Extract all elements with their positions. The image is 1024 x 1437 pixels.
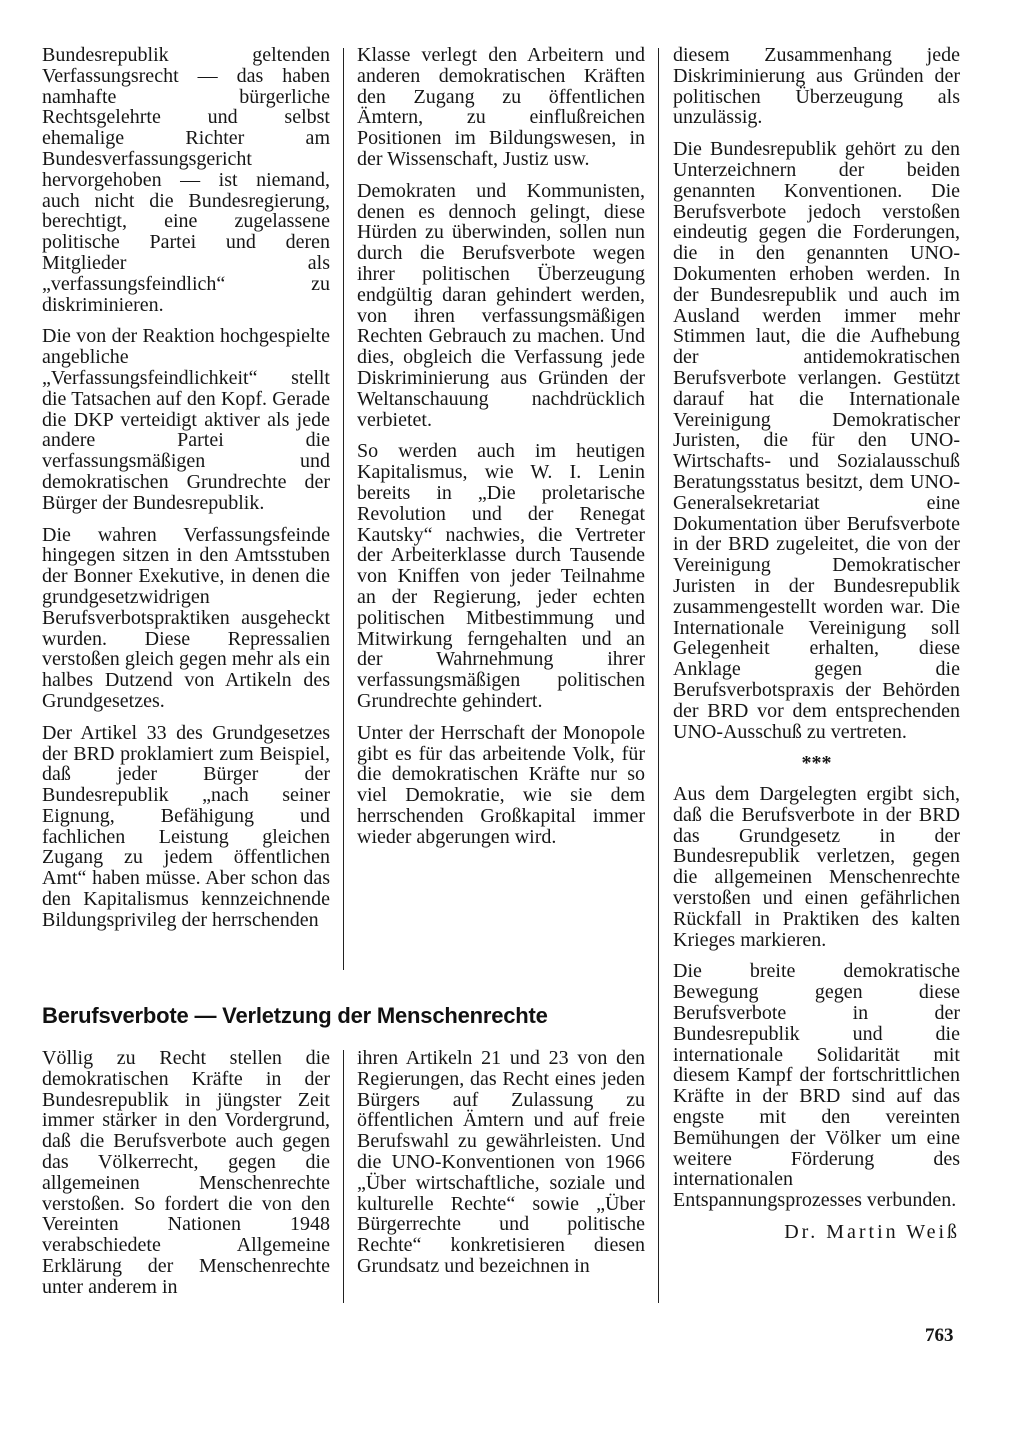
paragraph: Die wahren Verfassungsfeinde hingegen sitzen in den Amtsstuben der Bonner Exekutive, in denen die grundgesetzwidrigen Berufsverbotspraktiken ausgeheckt wurden. Diese Repressalien verstoßen gleich gegen mehr als ein halbes Dutzend von Artikeln des Grundgesetzes. [42, 523, 330, 712]
paragraph: Die breite demokratische Bewegung gegen diese Berufsverbote in der Bundesrepublik und die internationale Solidarität mit diesem Kampf der fortschrittlichen Kräfte in der BRD sind auf das engste mit den vereinten Bemühungen der Völker um eine weitere Förderung des internationalen Entspannungsprozesses verbunden. [673, 960, 960, 1212]
paragraph: Völlig zu Recht stellen die demokratischen Kräfte in der Bundesrepublik in jüngster Zeit immer stärker in den Vordergrund, daß die Berufsverbote auch gegen das Völkerrecht, gegen die allgemeinen Menschenrechte verstoßen. So fordert die von den Vereinten Nationen 1948 verabschiedete Allgemeine Erklärung der Menschenrechte unter anderem in [42, 1047, 330, 1298]
paragraph: So werden auch im heutigen Kapitalismus, wie W. I. Lenin bereits in „Die proletarische Revolution und der Renegat Kautsky“ nachwies, die Vertreter der Arbeiterklasse durch Tausende von Kniffen von jeder Teilnahme an der Regierung, jeder echten politischen Mitbestimmung und Mitwirkung ferngehalten und an der Wahrnehmung ihrer verfassungsmäßigen politischen Grundrechte gehindert. [357, 440, 645, 712]
column-divider [343, 48, 344, 970]
column-3 [673, 45, 960, 1243]
paragraph: Aus dem Dargelegten ergibt sich, daß die Berufsverbote in der BRD das Grundgesetz in der Bundesrepublik verletzen, gegen die allgemeinen Menschenrechte verstoßen und einen gefährlichen Rückfall in Praktiken des kalten Krieges markieren. [673, 783, 960, 951]
section-separator: *** [801, 752, 832, 775]
column-2-top [357, 45, 645, 858]
column-1-bottom [42, 1048, 330, 1309]
page-number: 763 [925, 1325, 954, 1346]
paragraph: Bundesrepublik geltenden Verfassungsrecht — das haben namhafte bürgerliche Rechtsgelehrte und selbst ehemalige Richter am Bundesverfassungsgericht hervorgehoben — ist niemand, auch nicht die Bundesregierung, berechtigt, eine zugelassene politische Partei und deren Mitglieder als „verfassungsfeindlich“ zu diskriminieren. [42, 44, 330, 316]
column-divider [343, 1050, 344, 1303]
column-divider [658, 48, 659, 1303]
author-signature: Dr. Martin Weiß [784, 1221, 960, 1244]
paragraph: Die von der Reaktion hochgespielte angebliche „Verfassungsfeindlichkeit“ stellt die Tatsachen auf den Kopf. Gerade die DKP verteidigt aktiver als jede andere Partei die verfassungsmäßigen und demokratischen Grundrechte der Bürger der Bundesrepublik. [42, 325, 330, 514]
section-heading: Berufsverbote — Verletzung der Menschenrechte [42, 1003, 548, 1028]
paragraph: Unter der Herrschaft der Monopole gibt es für das arbeitende Volk, für die demokratischen Kräfte nur so viel Demokratie, wie sie dem herrschenden Großkapital immer wieder abgerungen wird. [357, 721, 645, 848]
column-2-bottom [357, 1048, 645, 1288]
paragraph: Die Bundesrepublik gehört zu den Unterzeichnern der beiden genannten Konventionen. Die Berufsverbote jedoch verstoßen eindeutig gegen die Forderungen, die in den genannten UNO-Dokumenten erhoben werden. In der Bundesrepublik und auch im Ausland werden immer mehr Stimmen laut, die die Aufhebung der antidemokratischen Berufsverbote verlangen. Gestützt darauf hat die Internationale Vereinigung Demokratischer Juristen, die für den UNO-Wirtschafts- und Sozialausschuß Beratungsstatus besitzt, dem UNO-Generalsekretariat eine Dokumentation über Berufsverbote in der BRD zugeleitet, die von der Vereinigung Demokratischer Juristen in der Bundesrepublik zusammengestellt worden war. Die Internationale Vereinigung soll Gelegenheit erhalten, diese Anklage gegen die Berufsverbotspraxis der Behörden der BRD vor dem entsprechenden UNO-Ausschuß zu vertreten. [673, 138, 960, 743]
paragraph: Klasse verlegt den Arbeitern und anderen demokratischen Kräften den Zugang zu öffentlichen Ämtern, zu einflußreichen Positionen im Bildungswesen, in der Wissenschaft, Justiz usw. [357, 44, 645, 170]
paragraph: diesem Zusammenhang jede Diskriminierung aus Gründen der politischen Überzeugung als unzulässig. [673, 44, 960, 129]
paragraph: Der Artikel 33 des Grundgesetzes der BRD proklamiert zum Beispiel, daß jeder Bürger der Bundesrepublik „nach seiner Eignung, Befähigung und fachlichen Leistung gleichen Zugang zu jedem öffentlichen Amt“ haben müsse. Aber schon das den Kapitalismus kennzeichnende Bildungsprivileg der herrschenden [42, 721, 330, 931]
paragraph: Demokraten und Kommunisten, denen es dennoch gelingt, diese Hürden zu überwinden, sollen nun durch die Berufsverbote wegen ihrer politischen Überzeugung endgültig daran gehindert werden, von ihren verfassungsmäßigen Rechten Gebrauch zu machen. Und dies, obgleich die Verfassung jede Diskriminierung aus Gründen der Weltanschauung nachdrücklich verbietet. [357, 179, 645, 431]
column-1-top [42, 45, 330, 942]
paragraph: ihren Artikeln 21 und 23 von den Regierungen, das Recht eines jeden Bürgers auf Zulassung zu öffentlichen Ämtern und auf freie Berufswahl zu gewährleisten. Und die UNO-Konventionen von 1966 „Über wirtschaftliche, soziale und kulturelle Rechte“ sowie „Über Bürgerrechte und politische Rechte“ konkretisieren diesen Grundsatz und bezeichnen in [357, 1047, 645, 1277]
